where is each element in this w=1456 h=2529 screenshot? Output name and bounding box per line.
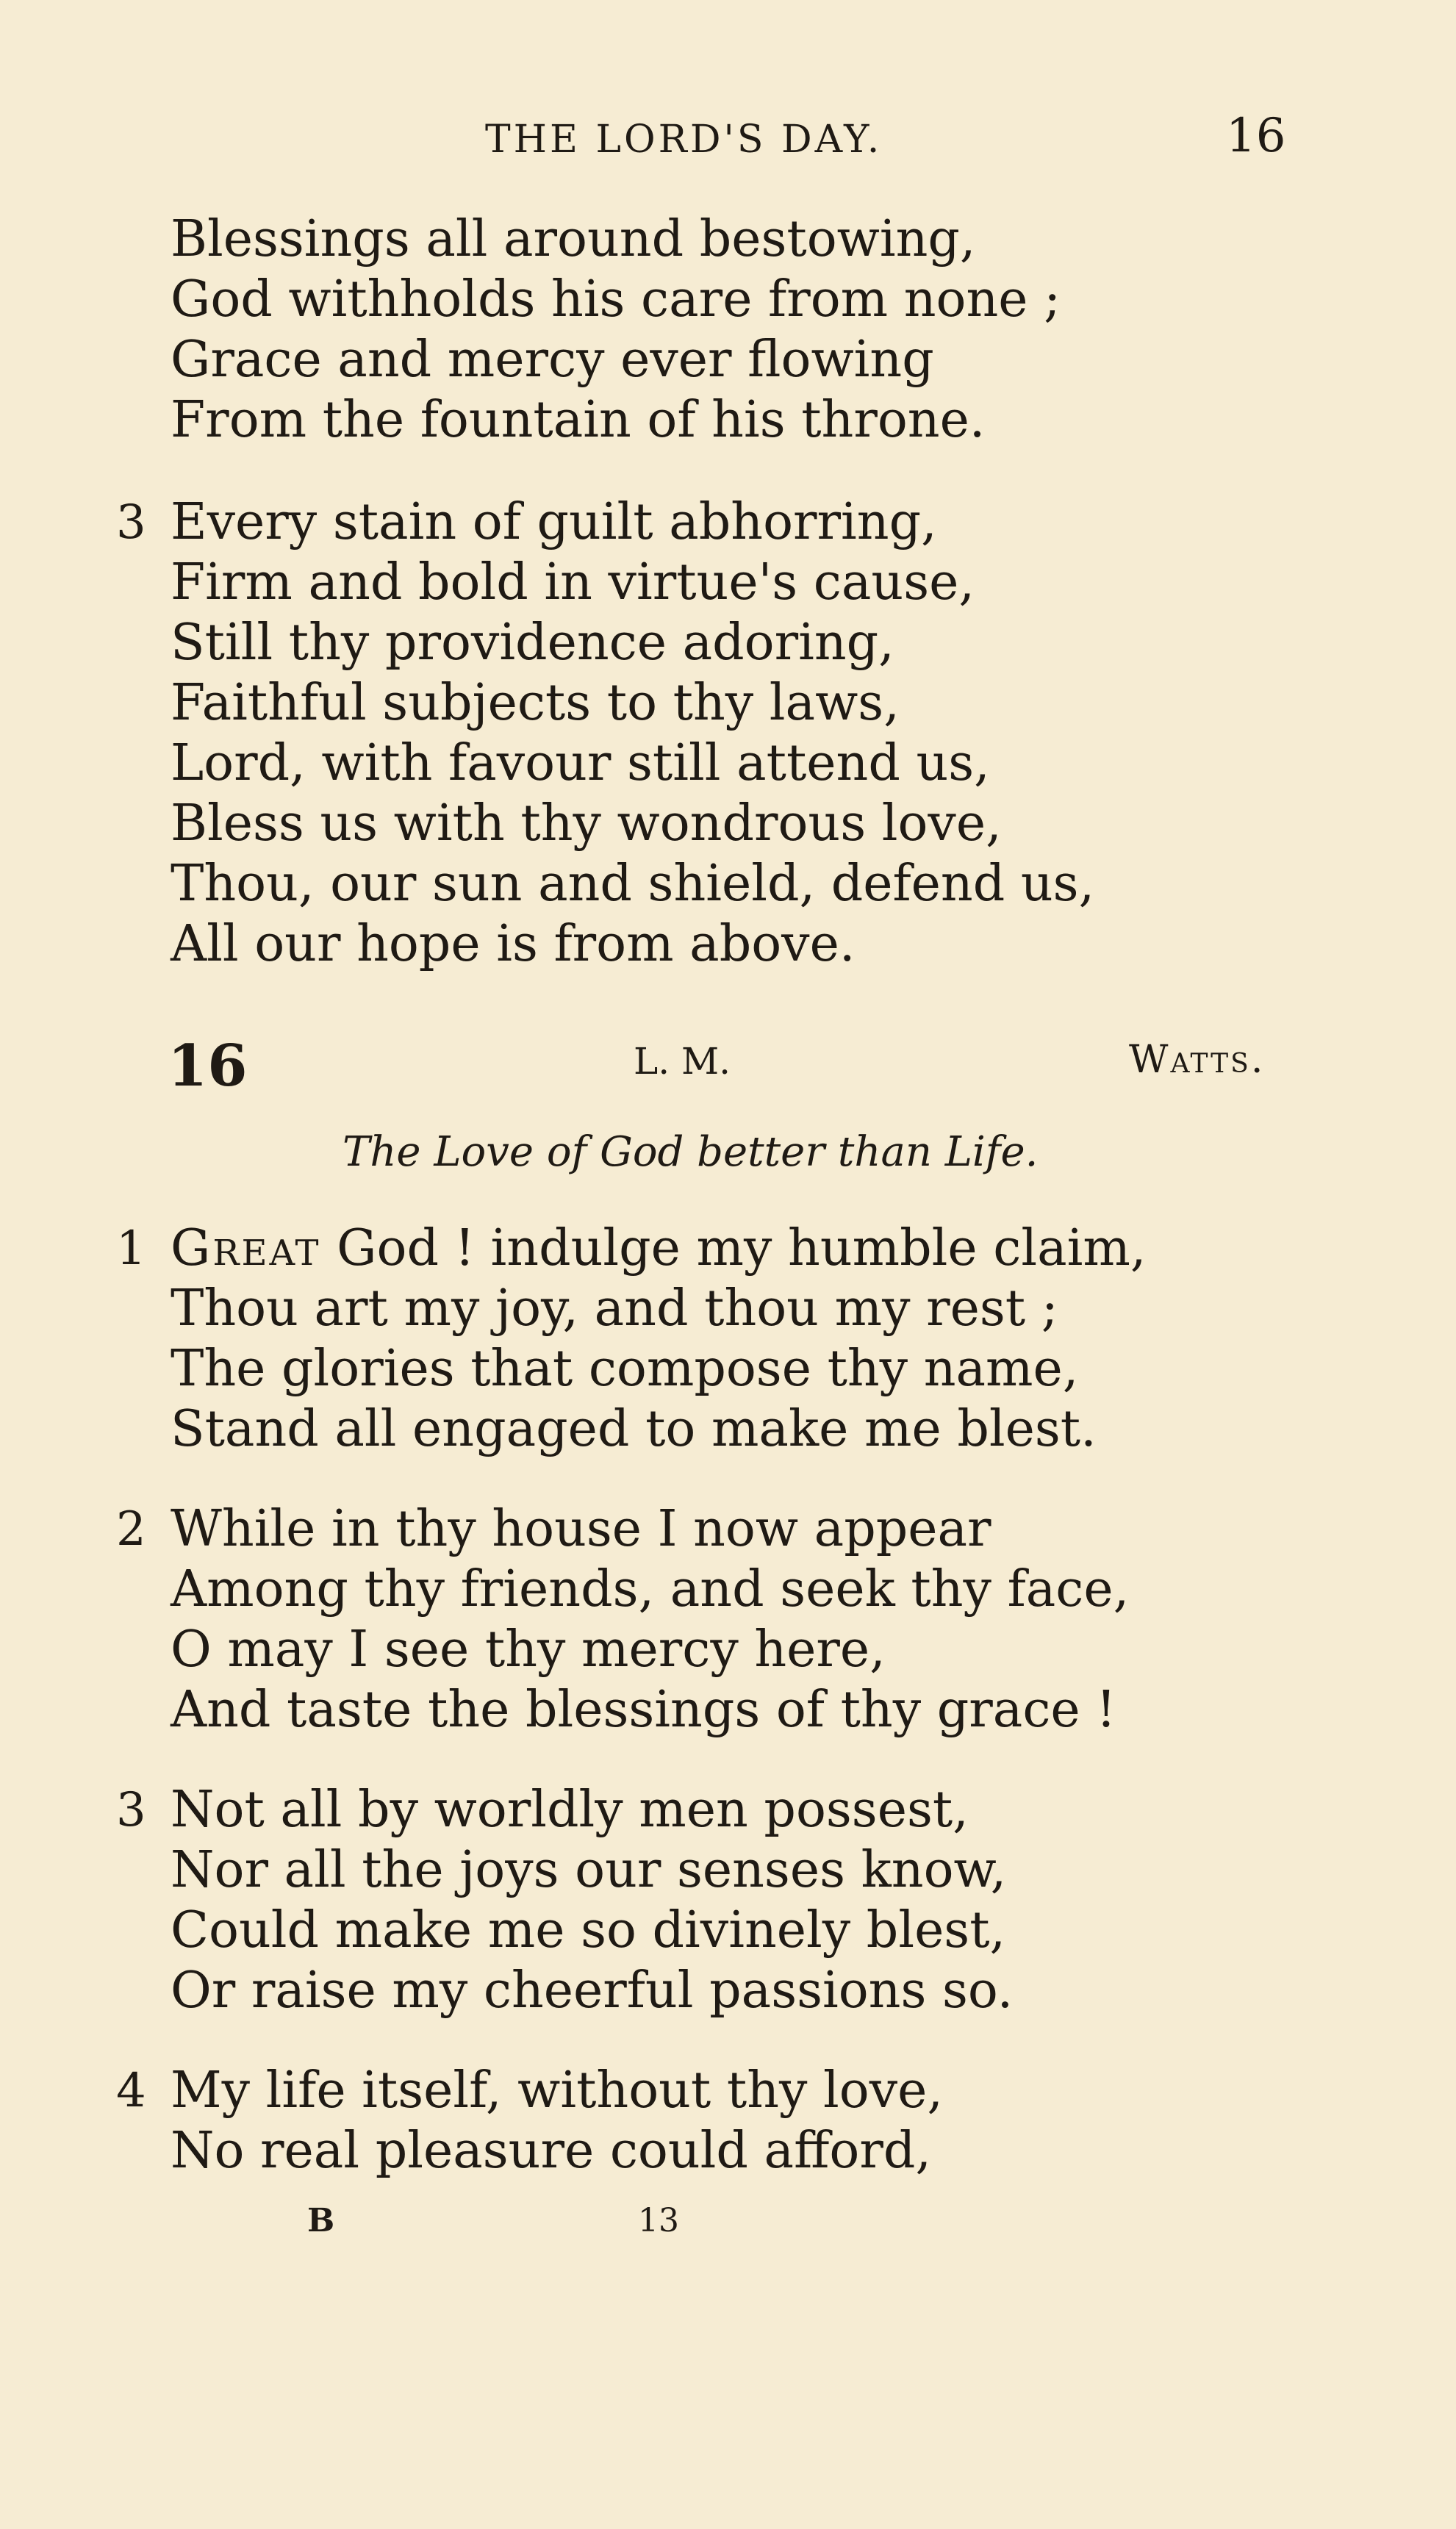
verse-line: Or raise my cheerful passions so. xyxy=(171,1962,1014,2020)
verse-line: Lord, with favour still attend us, xyxy=(171,734,990,792)
verse-line: Grace and mercy ever flowing xyxy=(171,331,934,389)
verse-number: 2 xyxy=(116,1502,146,1557)
verse-number: 3 xyxy=(116,495,146,550)
verse-line: Thou, our sun and shield, defend us, xyxy=(171,855,1095,913)
running-title: THE LORD'S DAY. xyxy=(485,118,883,162)
verse-line: Thou art my joy, and thou my rest ; xyxy=(171,1280,1058,1338)
hymn-author: Watts. xyxy=(1129,1038,1266,1082)
verse-line: Nor all the joys our senses know, xyxy=(171,1841,1007,1899)
verse-number: 1 xyxy=(116,1222,146,1276)
verse-line: No real pleasure could afford, xyxy=(171,2122,931,2180)
verse-line: Stand all engaged to make me blest. xyxy=(171,1400,1097,1458)
verse-line: O may I see thy mercy here, xyxy=(171,1621,886,1679)
hymn-meter: L. M. xyxy=(634,1040,731,1083)
verse-line: Not all by worldly men possest, xyxy=(171,1781,969,1839)
folio-number: 16 xyxy=(1226,109,1286,163)
first-word: Great xyxy=(171,1219,321,1277)
verse-line: All our hope is from above. xyxy=(171,915,856,973)
verse-line: Still thy providence adoring, xyxy=(171,614,894,672)
bottom-page-number: 13 xyxy=(638,2202,679,2239)
verse-line: Among thy friends, and seek thy face, xyxy=(171,1560,1130,1618)
hymn-title: The Love of God better than Life. xyxy=(343,1128,1039,1176)
verse-line: From the fountain of his throne. xyxy=(171,391,986,449)
verse-line: Faithful subjects to thy laws, xyxy=(171,674,900,732)
verse-line: Firm and bold in virtue's cause, xyxy=(171,553,975,611)
verse-line xyxy=(171,1219,1146,1279)
signature-mark: B xyxy=(307,2202,335,2239)
verse-line: God withholds his care from none ; xyxy=(171,270,1061,329)
verse-number: 3 xyxy=(116,1783,146,1837)
hymn-number: 16 xyxy=(168,1033,248,1100)
verse-line: Could make me so divinely blest, xyxy=(171,1901,1006,1959)
verse-line: And taste the blessings of thy grace ! xyxy=(171,1681,1116,1739)
verse-line: The glories that compose thy name, xyxy=(171,1340,1079,1398)
first-line-rest: God ! indulge my humble claim, xyxy=(320,1219,1147,1277)
verse-line: Blessings all around bestowing, xyxy=(171,210,976,268)
verse-line: Every stain of guilt abhorring, xyxy=(171,493,937,551)
verse-number: 4 xyxy=(116,2064,146,2118)
verse-line: My life itself, without thy love, xyxy=(171,2062,943,2120)
verse-line: While in thy house I now appear xyxy=(171,1500,991,1558)
verse-line: Bless us with thy wondrous love, xyxy=(171,794,1002,853)
